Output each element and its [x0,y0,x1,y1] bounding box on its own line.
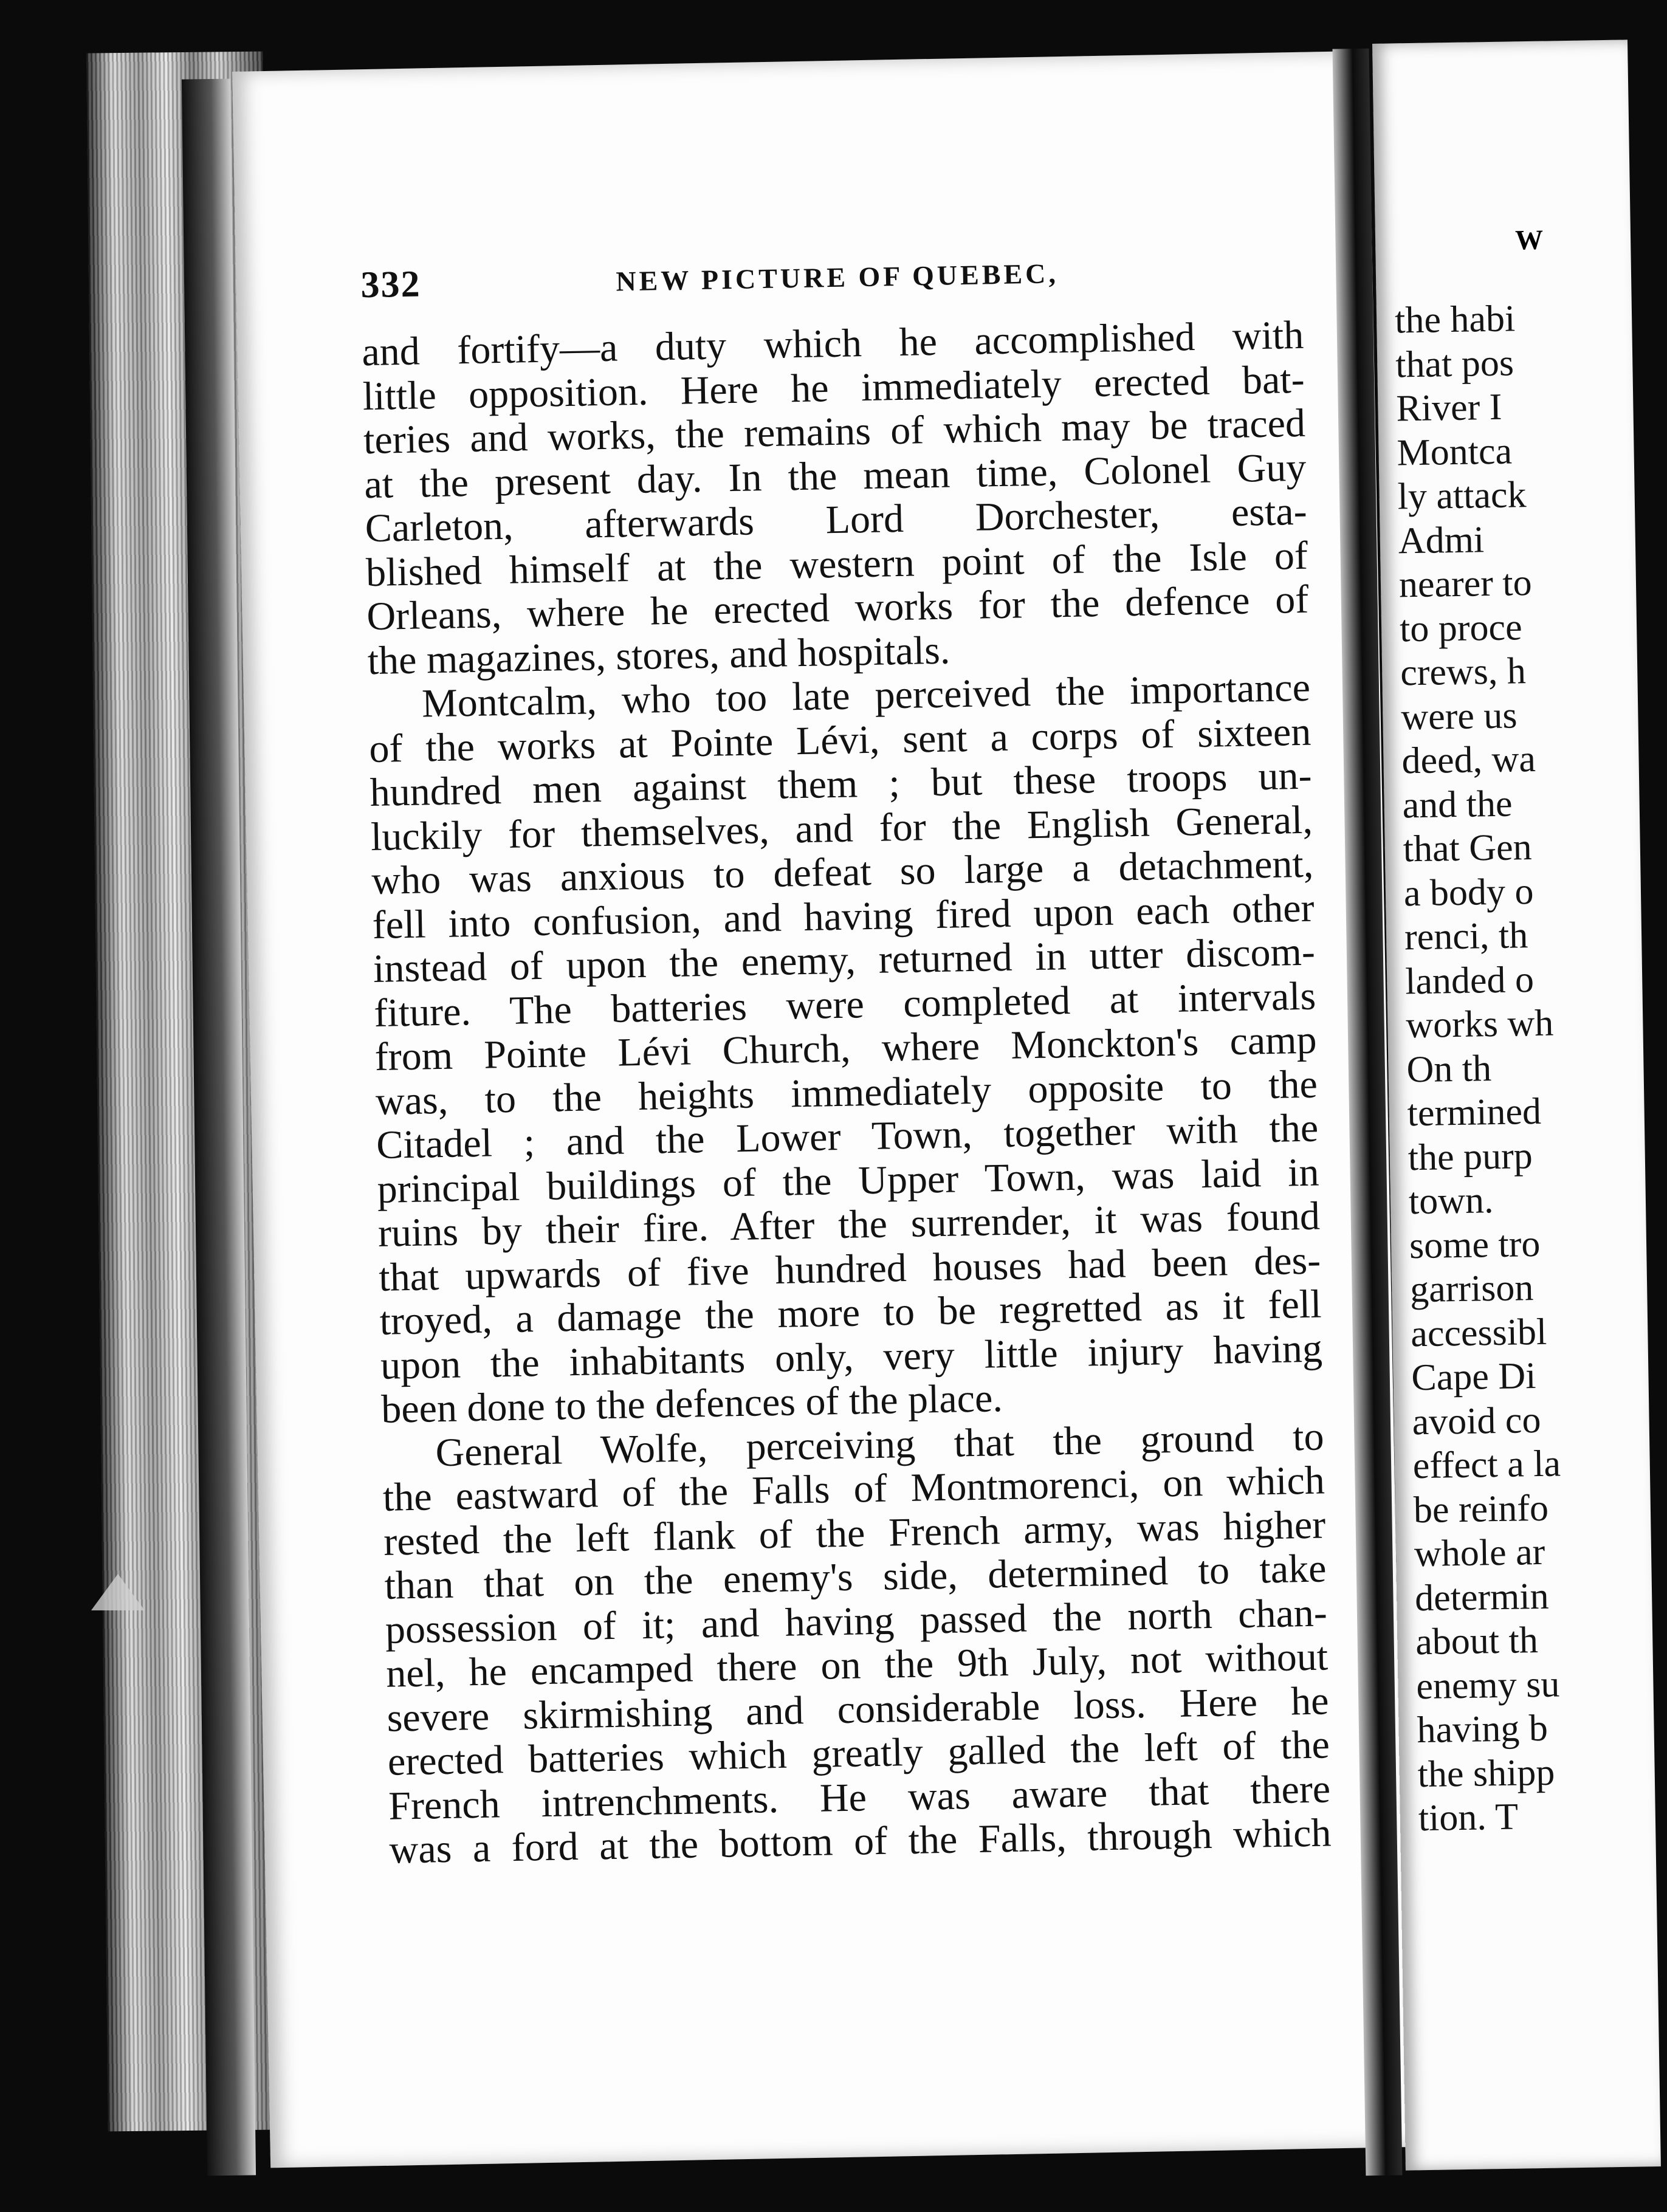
text-line: rested the left flank of the French army, was higher [383,1502,1326,1564]
text-line: deed, wa [1401,738,1536,782]
text-line: be reinfo [1413,1487,1549,1531]
text-line: enemy su [1415,1663,1560,1707]
body-text [362,314,1332,1872]
text-line: termined [1407,1090,1542,1135]
text-line: accessibl [1410,1311,1547,1355]
text-line: of the works at Pointe Lévi, sent a corps of sixteen [368,709,1311,771]
text-line: having b [1417,1707,1548,1751]
text-line: landed o [1404,958,1535,1002]
text-line: the shipp [1417,1751,1555,1795]
text-line: little opposition. Here he immediately erected bat- [362,357,1305,419]
text-line: ly attack [1397,474,1527,518]
text-line: Montcalm, who too late perceived the importance [421,665,1311,726]
text-line: fiture. The batteries were completed at intervals [373,974,1316,1036]
text-line: possession of it; and having passed the north chan- [385,1590,1328,1652]
text-line: works wh [1405,1002,1554,1046]
text-line: whole ar [1414,1531,1545,1575]
text-line: nearer to [1398,562,1533,606]
text-line: nel, he encamped there on the 9th July, not without [385,1634,1328,1696]
text-line: ruins by their fire. After the surrender, it was found [377,1194,1321,1255]
text-line: tion. T [1418,1796,1519,1839]
text-line: than that on the enemy's side, determined to take [384,1546,1327,1608]
text-line: effect a la [1412,1443,1561,1487]
text-line: Montca [1397,430,1513,473]
text-line: instead of upon the enemy, returned in utter discom- [373,929,1316,991]
text-line: Carleton, afterwards Lord Dorchester, esta- [365,489,1308,551]
page-number: 332 [360,263,422,306]
text-line: that Gen [1403,826,1533,870]
text-line: principal buildings of the Upper Town, was laid in [377,1150,1320,1212]
text-line: the eastward of the Falls of Montmorenci, on which [382,1458,1325,1520]
text-line: was, to the heights immediately opposite to the [375,1062,1318,1124]
text-line: about th [1415,1619,1539,1663]
text-line: at the present day. In the mean time, Colonel Guy [363,445,1307,507]
text-line: a body o [1403,870,1535,914]
text-line: town. [1408,1180,1494,1223]
right-page [1372,40,1661,2170]
text-line: and fortify—a duty which he accomplished with [361,312,1304,375]
text-line: Orleans, where he erected works for the defence of [366,577,1309,639]
text-line: troyed, a damage the more to be regretted as it fell [379,1282,1322,1344]
text-line: fell into confusion, and having fired upon each other [372,885,1315,947]
text-line: hundred men against them ; but these troops un- [369,753,1313,816]
text-line: the habi [1394,298,1516,342]
page-header [360,246,1364,312]
text-line: and the [1402,783,1513,826]
text-line: luckily for themselves, and for the English General, [370,797,1313,859]
edge-mark [91,1574,145,1610]
text-line: On th [1406,1047,1492,1090]
left-page [232,51,1407,2168]
text-line: General Wolfe, perceiving that the ground to [435,1413,1325,1475]
text-line: Admi [1398,518,1485,562]
running-head: NEW PICTURE OF QUEBEC, [615,258,1059,297]
text-line: to proce [1399,606,1523,650]
text-line: were us [1400,694,1518,738]
text-line: crews, h [1400,650,1527,694]
text-line: Citadel ; and the Lower Town, together with the [376,1105,1319,1167]
text-line: determin [1414,1575,1550,1619]
text-line: some tro [1409,1223,1541,1266]
text-line: upon the inhabitants only, very little injury having [380,1325,1323,1388]
right-running-head: W [1514,224,1544,256]
text-line: blished himself at the western point of the Isle of [365,533,1308,595]
text-line: avoid co [1412,1399,1541,1443]
text-line: that upwards of five hundred houses had been des- [378,1238,1321,1300]
text-line: garrison [1409,1267,1534,1311]
text-line: River I [1395,386,1502,430]
text-line: that pos [1395,342,1514,385]
text-line: Cape Di [1411,1355,1536,1399]
text-line: been done to the defences of the place. [380,1376,1003,1432]
text-line: was a ford at the bottom of the Falls, through which [388,1810,1332,1872]
right-body-text [1395,295,1662,1840]
text-line: erected batteries which greatly galled the left of the [387,1722,1330,1784]
text-line: the purp [1407,1135,1533,1178]
text-line: who was anxious to defeat so large a detachment, [371,841,1314,904]
text-line: from Pointe Lévi Church, where Monckton's camp [374,1017,1318,1079]
text-line: severe skirmishing and considerable loss. Here he [387,1678,1330,1740]
text-line: teries and works, the remains of which may be traced [363,400,1306,463]
text-line: renci, th [1404,915,1528,958]
text-line: the magazines, stores, and hospitals. [367,628,950,683]
text-line: French intrenchments. He was aware that there [388,1766,1331,1829]
